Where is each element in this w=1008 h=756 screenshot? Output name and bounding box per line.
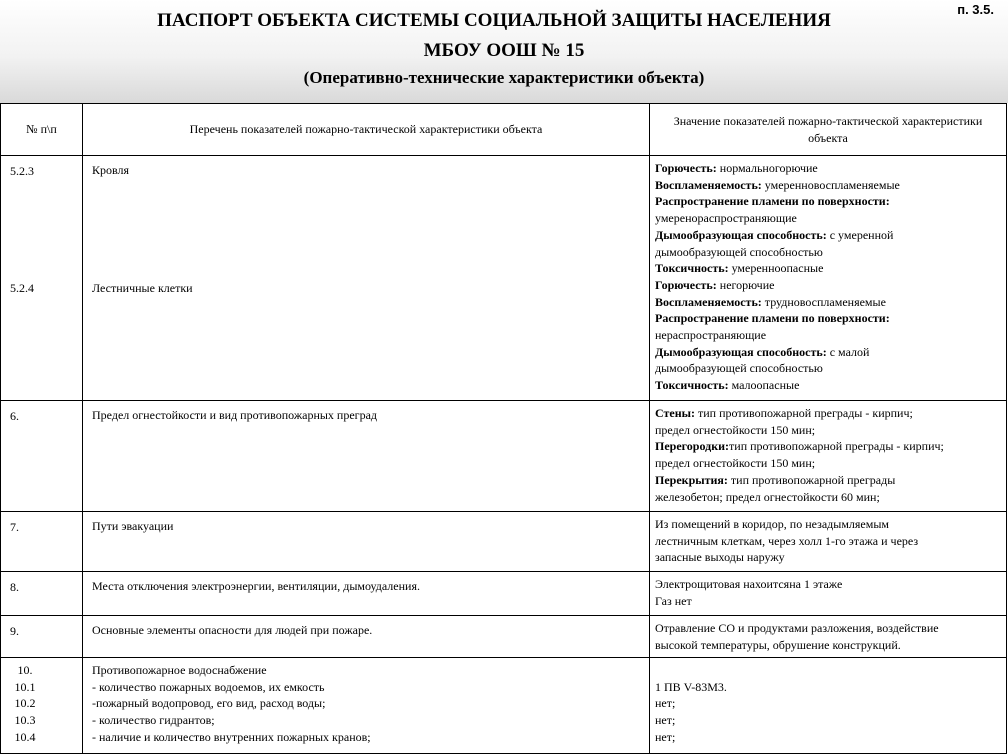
value-line: Токсичность: умеренноопасные [655,261,824,276]
row-name: Места отключения электроэнергии, вентиляции, дымоудаления. [92,579,420,593]
value-line: запасные выходы наружу [655,550,785,565]
row-values [650,572,1006,609]
row-number: 5.2.3 [10,164,34,178]
row-name: -пожарный водопровод, его вид, расход воды; [92,696,326,711]
value-line: Токсичность: малоопасные [655,378,800,393]
row-number-cell [1,658,83,754]
row-number-cell [1,616,83,658]
row-name-list [83,658,649,746]
value-line: Из помещений в коридор, по незадымляемым [655,517,889,531]
table-header-row [1,104,1007,156]
row-name: Противопожарное водоснабжение [92,663,267,677]
row-number: 6. [10,409,19,423]
row-name-cell [83,658,650,754]
value-line: умеренораспространяющие [655,211,797,226]
value-line: нет; [655,729,676,744]
value-line: Горючесть: нормальногорючие [655,161,818,175]
table-row [1,156,1007,401]
value-line: лестничным клеткам, через холл 1-го этажа и через [655,533,919,548]
row-number: 10.1 [14,679,36,694]
row-number-cell [1,512,83,572]
row-value-cell [650,572,1007,616]
row-value-cell [650,658,1007,754]
value-line: Перекрытия: тип противопожарной преграды [655,472,896,487]
table-row [1,572,1007,616]
value-line: Горючесть: негорючие [655,277,775,292]
value-line: Воспламеняемость: трудновоспламеняемые [655,294,886,309]
value-line: нет; [655,713,676,728]
value-line: нет; [655,696,676,711]
row-value-cell [650,156,1007,401]
value-line: предел огнестойкости 150 мин; [655,422,816,437]
row-name-cell [83,572,650,616]
row-name-cell [83,512,650,572]
row-number: 8. [10,580,19,594]
row-value-cell [650,401,1007,512]
row-name-cell [83,156,650,401]
value-line: Перегородки:тип противопожарной преграды - кирпич; [655,439,944,454]
document-header [0,0,1008,103]
row-values [650,658,1006,746]
title-line-1: ПАСПОРТ ОБЪЕКТА СИСТЕМЫ СОЦИАЛЬНОЙ ЗАЩИТЫ НАСЕЛЕНИЯ [157,10,831,31]
row-name: Пути эвакуации [92,519,174,533]
row-number: 10.2 [14,696,36,711]
value-line: дымообразующей способностью [655,361,823,376]
row-number-cell [1,401,83,512]
row-name: Основные элементы опасности для людей при пожаре. [92,623,373,637]
value-line [655,662,1002,679]
row-number-cell [1,156,83,401]
row-number-list [1,658,82,746]
value-line: Дымообразующая способность: с умеренной [655,227,894,242]
row-values [650,156,1006,394]
header-indicators: Перечень показателей пожарно-тактической характеристики объекта [83,104,650,156]
value-line: Распространение пламени по поверхности: [655,311,890,326]
row-name-cell [83,401,650,512]
value-line: Газ нет [655,593,692,608]
table-row [1,401,1007,512]
header-number: № п\п [1,104,83,156]
row-name: Предел огнестойкости и вид противопожарных преград [92,408,378,422]
row-values [650,616,1006,653]
row-number: 10.3 [14,713,36,728]
value-line: Электрощитовая нахоитсяна 1 этаже [655,577,843,591]
value-line: высокой температуры, обрушение конструкций. [655,637,901,652]
value-line: Воспламеняемость: умеренновоспламеняемые [655,177,900,192]
value-line: Отравление СО и продуктами разложения, воздействие [655,621,939,635]
value-line: предел огнестойкости 150 мин; [655,456,816,471]
row-name: - количество гидрантов; [92,713,215,728]
row-values [650,512,1006,566]
row-value-cell [650,616,1007,658]
title-line-2: МБОУ ООШ № 15 [423,40,585,61]
value-line: нераспространяющие [655,328,767,343]
row-number: 9. [10,624,19,638]
row-name: - количество пожарных водоемов, их емкость [92,679,325,694]
row-name: - наличие и количество внутренних пожарных кранов; [92,729,371,744]
row-number: 10. [17,663,33,677]
value-line: Дымообразующая способность: с малой [655,344,870,359]
value-line: дымообразующей способностью [655,244,823,259]
value-line: Распространение пламени по поверхности: [655,194,890,209]
table-row [1,512,1007,572]
characteristics-table [0,103,1007,754]
row-number: 5.2.4 [10,280,34,295]
row-name: Кровля [92,163,130,177]
row-number: 7. [10,520,19,534]
row-value-cell [650,512,1007,572]
header-values: Значение показателей пожарно-тактической характеристики объекта [650,104,1007,156]
row-name-cell [83,616,650,658]
value-line: Стены: тип противопожарной преграды - кирпич; [655,406,913,420]
value-line: 1 ПВ V-83М3. [655,679,727,694]
title-line-3: (Оперативно-технические характеристики объекта) [303,68,705,87]
value-line: железобетон; предел огнестойкости 60 мин; [655,489,880,504]
page-number: п. 3.5. [957,2,994,17]
table-row [1,658,1007,754]
row-number: 10.4 [14,729,36,744]
row-values [650,401,1006,505]
row-number-cell [1,572,83,616]
row-name: Лестничные клетки [92,280,193,295]
table-row [1,616,1007,658]
